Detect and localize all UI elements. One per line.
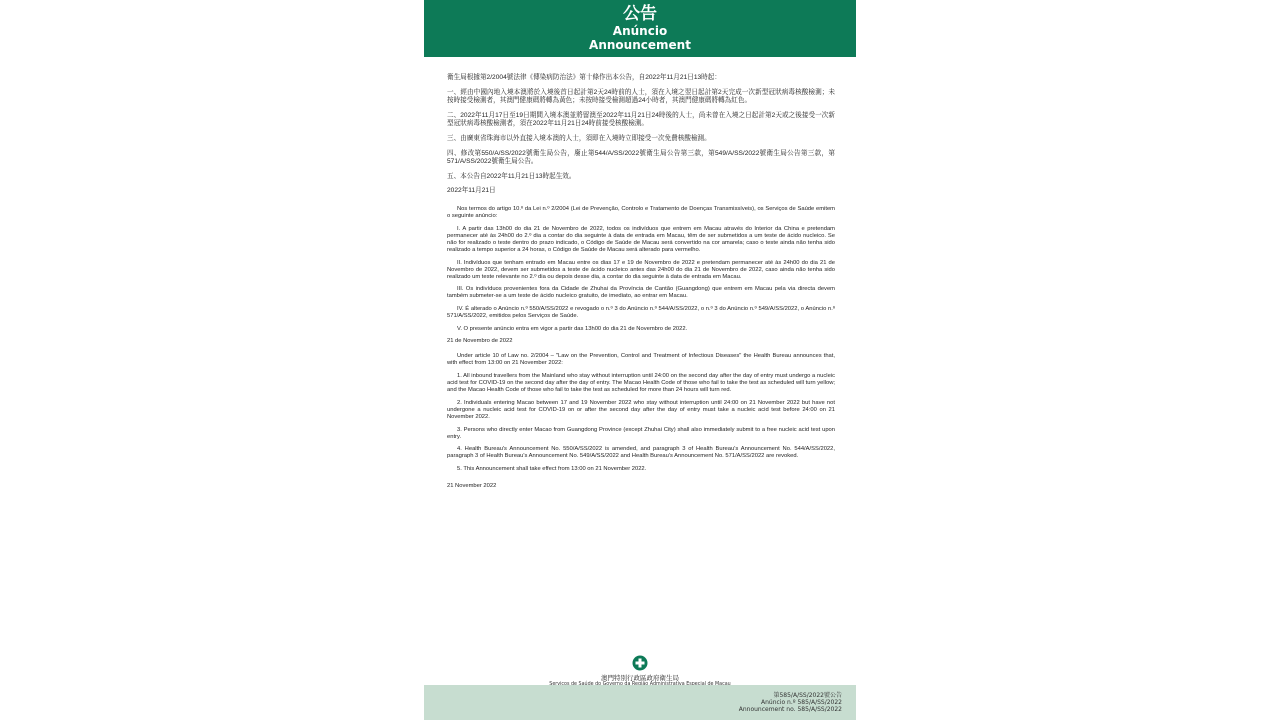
en-paragraph-3: 3. Persons who directly enter Macao from Guangdong Province (except Zhuhai City) shall also immediately submit to a free nucleic acid test upon entry.	[447, 426, 835, 440]
footer-bar	[424, 685, 856, 720]
pt-paragraph-1: I. A partir das 13h00 do dia 21 de Novembro de 2022, todos os indivíduos que entrem em Macau através do Interior da China e pretendam permanecer até às 24h00 do 2.º dia a contar do dia seguinte à data de entrada em Macau, têm de ser submetidos a um teste de ácido nucleico. Se não for realizado o teste dentro do prazo indicado, o Código de Saúde de Macau será convertido na cor amarela; caso o teste ainda não tenha sido realizado a tempo superior a 24 horas, o Código de Saúde de Macau será alterado para vermelho.	[447, 225, 835, 253]
pt-paragraph-5: V. O presente anúncio entra em vigor a partir das 13h00 do dia 21 de Novembro de 2022.	[457, 325, 688, 332]
pt-date: 21 de Novembro de 2022	[447, 338, 513, 345]
zh-paragraph-4: 四、修改第550/A/SS/2022號衛生局公告，廢止第544/A/SS/2022號衛生局公告第三款，第549/A/SS/2022號衛生局公告第三款，第571/A/SS/2022號衛生局公告。	[447, 149, 835, 166]
pt-paragraph-2: II. Indivíduos que tenham entrado em Macau entre os dias 17 e 19 de Novembro de 2022 e pretendam permanecer até às 24h00 do dia 21 de Novembro de 2022, devem ser submetidos a teste de ácido nucleico antes das 24h00 do dia 21 de Novembro de 2022, caso ainda não tenha sido realizado um teste relevante no 2.º dia ou depois desse dia, a contar do dia seguinte à data de entrada em Macau.	[447, 259, 835, 280]
ref-zh: 第585/A/SS/2022號公告	[773, 692, 842, 699]
pt-paragraph-3: III. Os indivíduos provenientes fora da Cidade de Zhuhai da Província de Cantão (Guangdong) que entrem em Macau pela via directa devem também submeter-se a um teste de ácido nucleico gratuito, de imediato, ao entrar em Macau.	[447, 286, 835, 300]
header-banner	[424, 0, 856, 57]
en-paragraph-4: 4. Health Bureau's Announcement No. 550/A/SS/2022 is amended, and paragraph 3 of Health Bureau's Announcement No. 544/A/SS/2022, paragraph 3 of Health Bureau's Announcement No. 549/A/SS/2022 and Health Bureau's Announcement No. 571/A/SS/2022 are revoked.	[447, 446, 835, 460]
chinese-section	[447, 74, 835, 196]
zh-paragraph-1: 一、經由中國內地入境本澳將於入境後首日起計第2天24時前的人士，須在入境之翌日起計第2天完成一次新型冠狀病毒核酸檢測；未按時接受檢測者，其澳門健康碼將轉為黃色；未按時接受檢測超過24小時者，其澳門健康碼將轉為紅色。	[447, 88, 835, 105]
zh-intro: 衛生局根據第2/2004號法律《傳染病防治法》第十條作出本公告，自2022年11月21日13時起：	[447, 74, 721, 81]
bureau-name-zh: 澳門特別行政區政府衛生局	[601, 674, 679, 682]
health-bureau-emblem-icon	[632, 655, 648, 671]
zh-paragraph-3: 三、由廣東省珠海市以外直接入境本澳的人士，須即在入境時立即接受一次免費核酸檢測。	[447, 134, 711, 142]
en-date: 21 November 2022	[447, 483, 497, 490]
announcement-page	[424, 0, 856, 720]
en-paragraph-5: 5. This Announcement shall take effect from 13:00 on 21 November 2022.	[457, 465, 647, 472]
ref-pt: Anúncio n.º 585/A/SS/2022	[760, 699, 842, 707]
en-paragraph-2: 2. Individuals entering Macao between 17 and 19 November 2022 who stay without interruption until 24:00 on 21 November 2022 but have not undergone a nucleic acid test for COVID-19 on or after the second day after the day of entry must take a nucleic acid test before 24:00 on 21 November 2022.	[447, 399, 835, 420]
portuguese-section	[447, 206, 835, 345]
en-paragraph-1: 1. All inbound travellers from the Mainland who stay without interruption until 24:00 on the second day after the day of entry must undergo a nucleic acid test for COVID-19 on the second day after the day of entry. The Macao Health Code of those who fail to take the test as scheduled will turn yellow; and the Macao Health Code of those who fail to take the test as scheduled for more than 24 hours will turn red.	[447, 373, 835, 394]
zh-paragraph-5: 五、本公告自2022年11月21日13時起生效。	[447, 172, 576, 180]
ref-en: Announcement no. 585/A/SS/2022	[738, 706, 842, 714]
title-zh: 公告	[623, 4, 657, 24]
zh-paragraph-2: 二、2022年11月17日至19日期間入境本澳並將留澳至2022年11月21日24時後的人士，尚未曾在入境之日起計第2天或之後接受一次新型冠狀病毒核酸檢測者，須在2022年11月21日24時前接受核酸檢測。	[447, 111, 835, 128]
announcement-references	[739, 692, 842, 714]
title-en: Announcement	[589, 38, 691, 52]
pt-intro: Nos termos do artigo 10.º da Lei n.º 2/2004 (Lei de Prevenção, Controlo e Tratamento de Doenças Transmissíveis), os Serviços de Saúde emitem o seguinte anúncio:	[447, 205, 835, 220]
announcement-body	[447, 74, 835, 496]
health-bureau-logo	[424, 655, 856, 688]
title-pt: Anúncio	[612, 24, 668, 38]
pt-paragraph-4: IV. É alterado o Anúncio n.º 550/A/SS/2022 e revogado o n.º 3 do Anúncio n.º 544/A/SS/2022, o n.º 3 do Anúncio n.º 549/A/SS/2022, o Anúncio n.º 571/A/SS/2022, emitidos pelos Serviços de Saúde.	[447, 305, 835, 320]
english-section	[447, 353, 835, 490]
en-intro: Under article 10 of Law no. 2/2004 – "Law on the Prevention, Control and Treatment of Infectious Diseases" the Health Bureau announces that, with effect from 13:00 on 21 November 2022:	[447, 353, 835, 367]
zh-date: 2022年11月21日	[447, 187, 496, 195]
